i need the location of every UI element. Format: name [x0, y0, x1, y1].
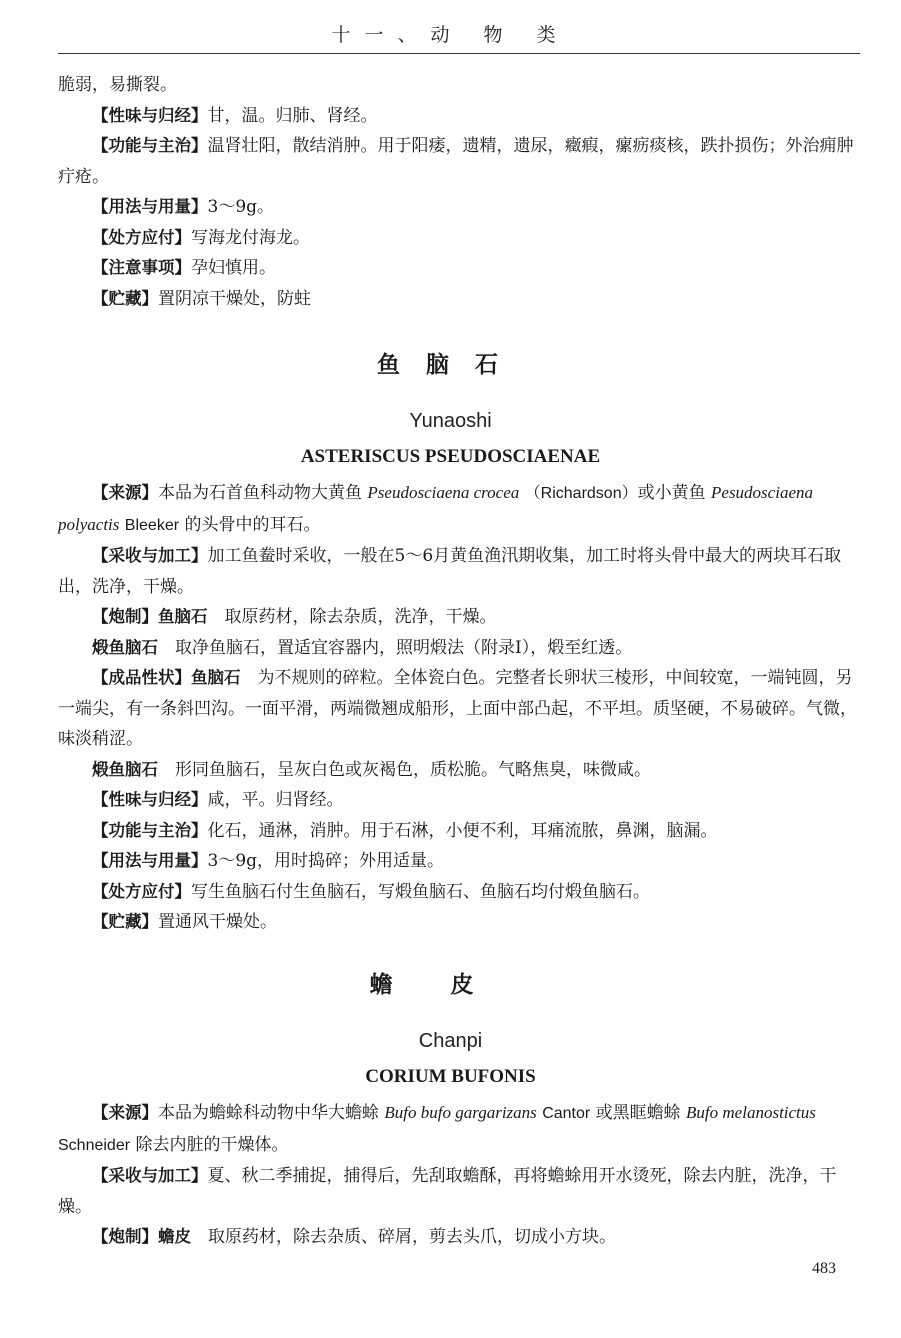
entry1-processing-calcined: 煅鱼脑石 取净鱼脑石，置适宜容器内，照明煅法（附录Ⅰ），煅至红透。 [92, 637, 633, 658]
entry2-title: 蟾皮 [369, 972, 532, 998]
entry2-pinyin: Chanpi [418, 1030, 483, 1052]
continuation-text: 脆弱，易撕裂。 [58, 75, 177, 95]
header-rule [58, 53, 860, 54]
item-storage: 【贮藏】置阴凉干燥处，防蛀 [92, 288, 311, 309]
entry2-source: 【来源】本品为蟾蜍科动物中华大蟾蜍 Bufo bufo gargarizans Cantor 或黑眶蟾蜍 Bufo melanostictus Schneider 除去内脏的干燥体。 [58, 1103, 816, 1155]
item-nature: 【性味与归经】甘，温。归肺、肾经。 [92, 105, 378, 126]
entry1-character-raw: 【成品性状】鱼脑石 为不规则的碎粒。全体瓷白色。完整者长卵状三棱形，中间较宽，一端钝圆，另一端尖，有一条斜凹沟。一面平滑，两端微翘成船形，上面中部凸起，不平坦。质坚硬，不易破碎。气微，味淡稍涩。 [58, 668, 857, 749]
entry1-body [58, 478, 863, 938]
entry1-nature: 【性味与归经】咸，平。归肾经。 [92, 790, 344, 810]
item-caution: 【注意事项】孕妇慎用。 [92, 258, 276, 278]
entry1-storage: 【贮藏】置通风干燥处。 [92, 912, 277, 932]
running-head: 十一、动 物 类 [331, 24, 570, 46]
entry2-body [58, 1098, 863, 1253]
entry1-latin-name: ASTERISCUS PSEUDOSCIAENAE [300, 446, 601, 467]
page-number: 483 [812, 1260, 836, 1277]
entry1-harvest: 【采收与加工】加工鱼鲞时采收，一般在5～6月黄鱼渔汛期收集，加工时将头骨中最大的两块耳石取出，洗净，干燥。 [58, 546, 842, 597]
top-section [58, 70, 863, 314]
entry1-processing-raw: 【炮制】鱼脑石 取原药材，除去杂质，洗净，干燥。 [92, 607, 497, 627]
entry1-dosage: 【用法与用量】3～9g，用时捣碎；外用适量。 [92, 851, 445, 871]
entry2-latin-name: CORIUM BUFONIS [365, 1066, 536, 1087]
entry1-title: 鱼脑石 [377, 352, 524, 378]
entry1-character-calcined: 煅鱼脑石 形同鱼脑石，呈灰白色或灰褐色，质松脆。气略焦臭，味微咸。 [92, 759, 651, 780]
entry1-prescription: 【处方应付】写生鱼脑石付生鱼脑石，写煅鱼脑石、鱼脑石均付煅鱼脑石。 [92, 881, 650, 902]
entry1-source: 【来源】本品为石首鱼科动物大黄鱼 Pseudosciaena crocea （Richardson）或小黄鱼 Pesudosciaena polyactis Bleeker 的头骨中的耳石。 [58, 483, 813, 535]
item-prescription: 【处方应付】写海龙付海龙。 [92, 227, 310, 248]
entry1-function: 【功能与主治】化石，通淋，消肿。用于石淋，小便不利，耳痛流脓，鼻渊，脑漏。 [92, 820, 718, 841]
entry2-processing: 【炮制】蟾皮 取原药材，除去杂质、碎屑，剪去头爪，切成小方块。 [92, 1227, 616, 1247]
entry2-harvest: 【采收与加工】夏、秋二季捕捉，捕得后，先刮取蟾酥，再将蟾蜍用开水烫死，除去内脏，洗净，干燥。 [58, 1166, 837, 1217]
entry1-pinyin: Yunaoshi [409, 410, 492, 432]
item-function: 【功能与主治】温肾壮阳，散结消肿。用于阳痿，遗精，遗尿，癥瘕，瘰疬痰核，跌扑损伤；外治痈肿疔疮。 [58, 136, 854, 187]
item-dosage: 【用法与用量】3～9g。 [92, 197, 275, 217]
